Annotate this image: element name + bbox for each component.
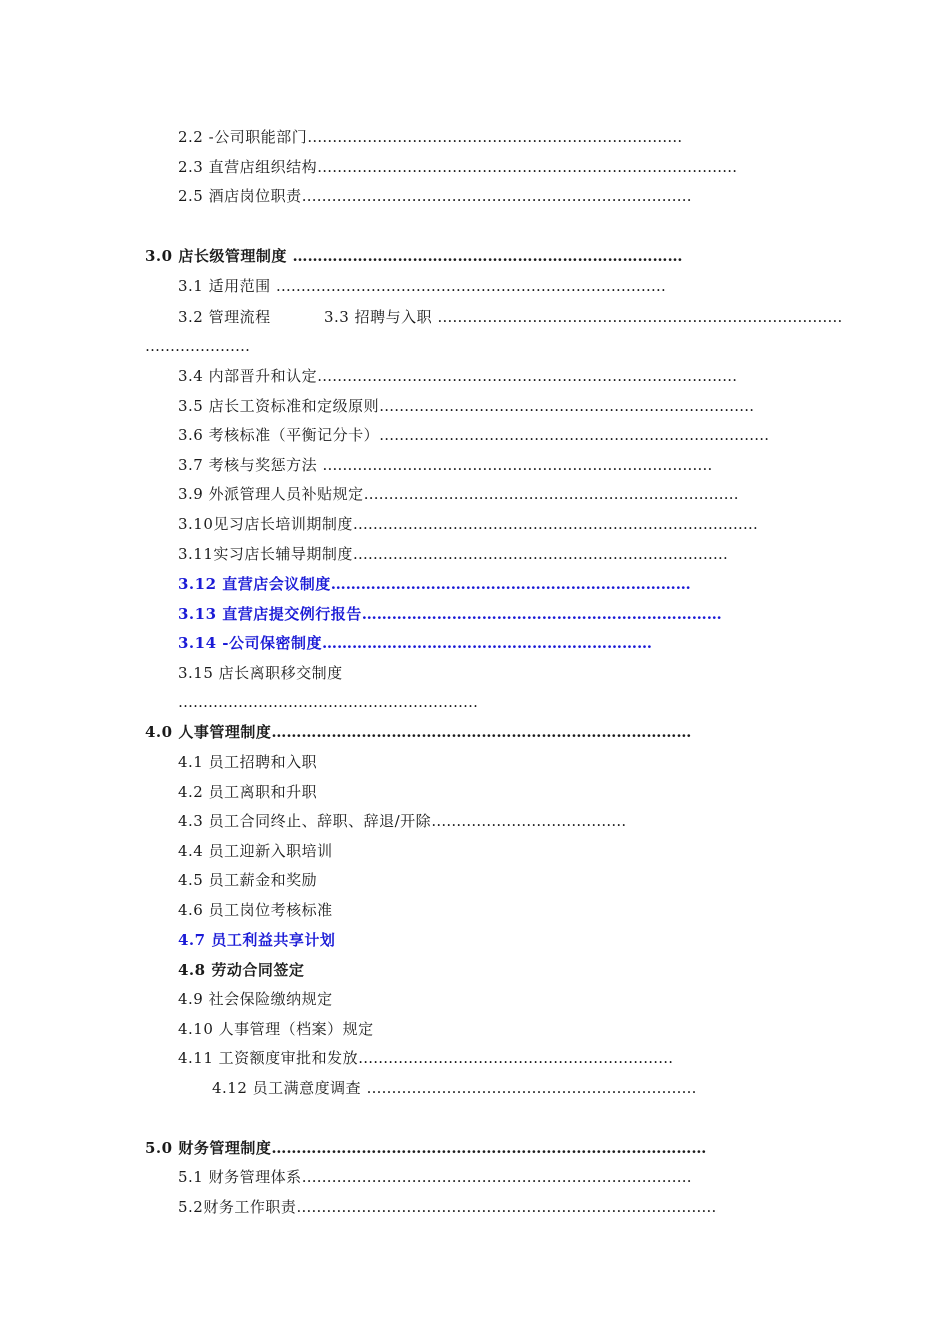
toc-line-4-2[interactable] — [178, 782, 317, 802]
toc-section-3-0[interactable] — [145, 246, 683, 266]
toc-line-3-7[interactable] — [178, 455, 712, 475]
toc-entry-text: 3.10见习店长培训期制度 — [178, 515, 353, 533]
toc-entry-text: 3.6 考核标准（平衡记分卡） — [178, 426, 380, 444]
toc-leader-dots: ………………………………………………………………… — [363, 485, 739, 503]
toc-entry-text: 4.5 员工薪金和奖励 — [178, 871, 318, 889]
toc-leader-dots: ………………………………………………………… — [321, 634, 652, 652]
toc-entry-text: 4.1 员工招聘和入职 — [178, 753, 318, 771]
toc-leader-dots: ……………………………………………………… — [358, 1049, 674, 1067]
toc-line-4-9[interactable] — [178, 989, 333, 1009]
toc-line-3-3[interactable] — [324, 307, 842, 327]
toc-line-3-4[interactable] — [178, 366, 737, 386]
toc-leader-dots: ………………………………………………………………… — [307, 128, 683, 146]
toc-leader-dots: ………………………………………………………………………… — [317, 367, 738, 385]
toc-leader-dots: ………………………………………………………………… — [352, 545, 728, 563]
toc-line-3-13[interactable] — [178, 604, 722, 624]
toc-entry-text: 4.12 员工满意度调查 — [212, 1079, 367, 1097]
toc-line-3-9[interactable] — [178, 484, 739, 504]
toc-section-title: 4.0 人事管理制度 — [145, 723, 272, 741]
toc-leader-dots: …………………………………………………… — [178, 693, 478, 711]
toc-line-3-6[interactable] — [178, 425, 769, 445]
toc-leader-dots: ………………………………………………………………… — [379, 397, 755, 415]
toc-leader-dots: …………………………………………………………………… — [322, 456, 713, 474]
toc-line-3-10[interactable] — [178, 514, 758, 534]
toc-section-4-0[interactable] — [145, 722, 691, 742]
toc-leader-dots: …………………………………………………………………………… — [271, 1139, 707, 1157]
toc-entry-text: 2.5 酒店岗位职责 — [178, 187, 302, 205]
toc-line-4-10[interactable] — [178, 1019, 374, 1039]
toc-entry-text: 4.10 人事管理（档案）规定 — [178, 1020, 374, 1038]
toc-entry-text: 3.4 内部晋升和认定 — [178, 367, 318, 385]
toc-line-3-15-continued — [178, 692, 478, 712]
toc-leader-dots: ………………………………………………………… — [366, 1079, 697, 1097]
toc-line-4-5[interactable] — [178, 870, 317, 890]
toc-entry-text: 4.11 工资额度审批和发放 — [178, 1049, 359, 1067]
toc-line-3-15[interactable] — [178, 663, 343, 683]
toc-line-4-12[interactable] — [212, 1078, 696, 1098]
toc-line-3-14[interactable] — [178, 633, 652, 653]
toc-leader-dots: ………………………………… — [431, 812, 627, 830]
toc-entry-text: 3.15 店长离职移交制度 — [178, 664, 343, 682]
toc-line-2-5[interactable] — [178, 186, 692, 206]
toc-line-5-1[interactable] — [178, 1167, 692, 1187]
toc-line-4-7[interactable] — [178, 930, 335, 950]
toc-entry-text: 3.13 直营店提交例行报告 — [178, 605, 362, 623]
toc-leader-dots: …………………………………………………………………… — [292, 247, 683, 265]
toc-entry-text: 5.2财务工作职责 — [178, 1198, 297, 1216]
toc-line-4-3[interactable] — [178, 811, 626, 831]
toc-entry-text: 3.11实习店长辅导期制度 — [178, 545, 353, 563]
toc-line-4-11[interactable] — [178, 1048, 673, 1068]
toc-leader-dots: …………………………………………………………………… — [301, 187, 692, 205]
toc-entry-text: 3.14 -公司保密制度 — [178, 634, 322, 652]
toc-line-3-12[interactable] — [178, 574, 691, 594]
toc-section-title: 5.0 财务管理制度 — [145, 1139, 272, 1157]
toc-leader-dots: ………………………………………………………………………… — [317, 158, 738, 176]
toc-entry-text: 5.1 财务管理体系 — [178, 1168, 302, 1186]
toc-line-3-3-continued — [145, 336, 250, 356]
toc-entry-text: 4.7 员工利益共享计划 — [178, 931, 336, 949]
toc-leader-dots: ………………………………………………………………………… — [296, 1198, 717, 1216]
toc-line-3-1[interactable] — [178, 276, 666, 296]
toc-entry-text: 2.3 直营店组织结构 — [178, 158, 318, 176]
toc-line-2-3[interactable] — [178, 157, 737, 177]
toc-line-4-8[interactable] — [178, 960, 304, 980]
toc-entry-text: 4.4 员工迎新入职培训 — [178, 842, 333, 860]
toc-leader-dots: ……………………………………………………………………… — [352, 515, 758, 533]
toc-entry-text: 3.12 直营店会议制度 — [178, 575, 331, 593]
toc-leader-dots: ……………………………………………………………… — [361, 605, 722, 623]
toc-line-5-2[interactable] — [178, 1197, 716, 1217]
toc-entry-text: 3.1 适用范围 — [178, 277, 276, 295]
toc-entry-text: 4.3 员工合同终止、辞职、辞退/开除 — [178, 812, 432, 830]
toc-leader-dots: ……………………………………………………………… — [330, 575, 691, 593]
toc-line-2-2[interactable] — [178, 127, 682, 147]
toc-entry-text: 3.3 招聘与入职 — [324, 308, 438, 326]
toc-leader-dots: …………………………………………………………………… — [275, 277, 666, 295]
toc-leader-dots: ……………………………………………………………………… — [437, 308, 843, 326]
toc-entry-text: 3.5 店长工资标准和定级原则 — [178, 397, 380, 415]
toc-entry-text: 3.2 管理流程 — [178, 308, 271, 326]
toc-leader-dots: …………………………………………………………………… — [301, 1168, 692, 1186]
toc-entry-text: 2.2 -公司职能部门 — [178, 128, 308, 146]
toc-line-4-4[interactable] — [178, 841, 333, 861]
toc-line-3-2[interactable] — [178, 307, 271, 327]
toc-entry-text: 4.6 员工岗位考核标准 — [178, 901, 333, 919]
toc-entry-text: 4.9 社会保险缴纳规定 — [178, 990, 333, 1008]
toc-line-3-11[interactable] — [178, 544, 728, 564]
toc-leader-dots: …………………………………………………………………… — [379, 426, 770, 444]
toc-section-5-0[interactable] — [145, 1138, 706, 1158]
toc-entry-text: 4.8 劳动合同签定 — [178, 961, 305, 979]
toc-entry-text: 3.7 考核与奖惩方法 — [178, 456, 323, 474]
toc-line-4-6[interactable] — [178, 900, 333, 920]
toc-section-title: 3.0 店长级管理制度 — [145, 247, 293, 265]
toc-leader-dots: ………………… — [145, 337, 250, 355]
toc-entry-text: 4.2 员工离职和升职 — [178, 783, 318, 801]
toc-entry-text: 3.9 外派管理人员补贴规定 — [178, 485, 364, 503]
toc-line-4-1[interactable] — [178, 752, 317, 772]
toc-line-3-5[interactable] — [178, 396, 754, 416]
toc-leader-dots: ………………………………………………………………………… — [271, 723, 692, 741]
